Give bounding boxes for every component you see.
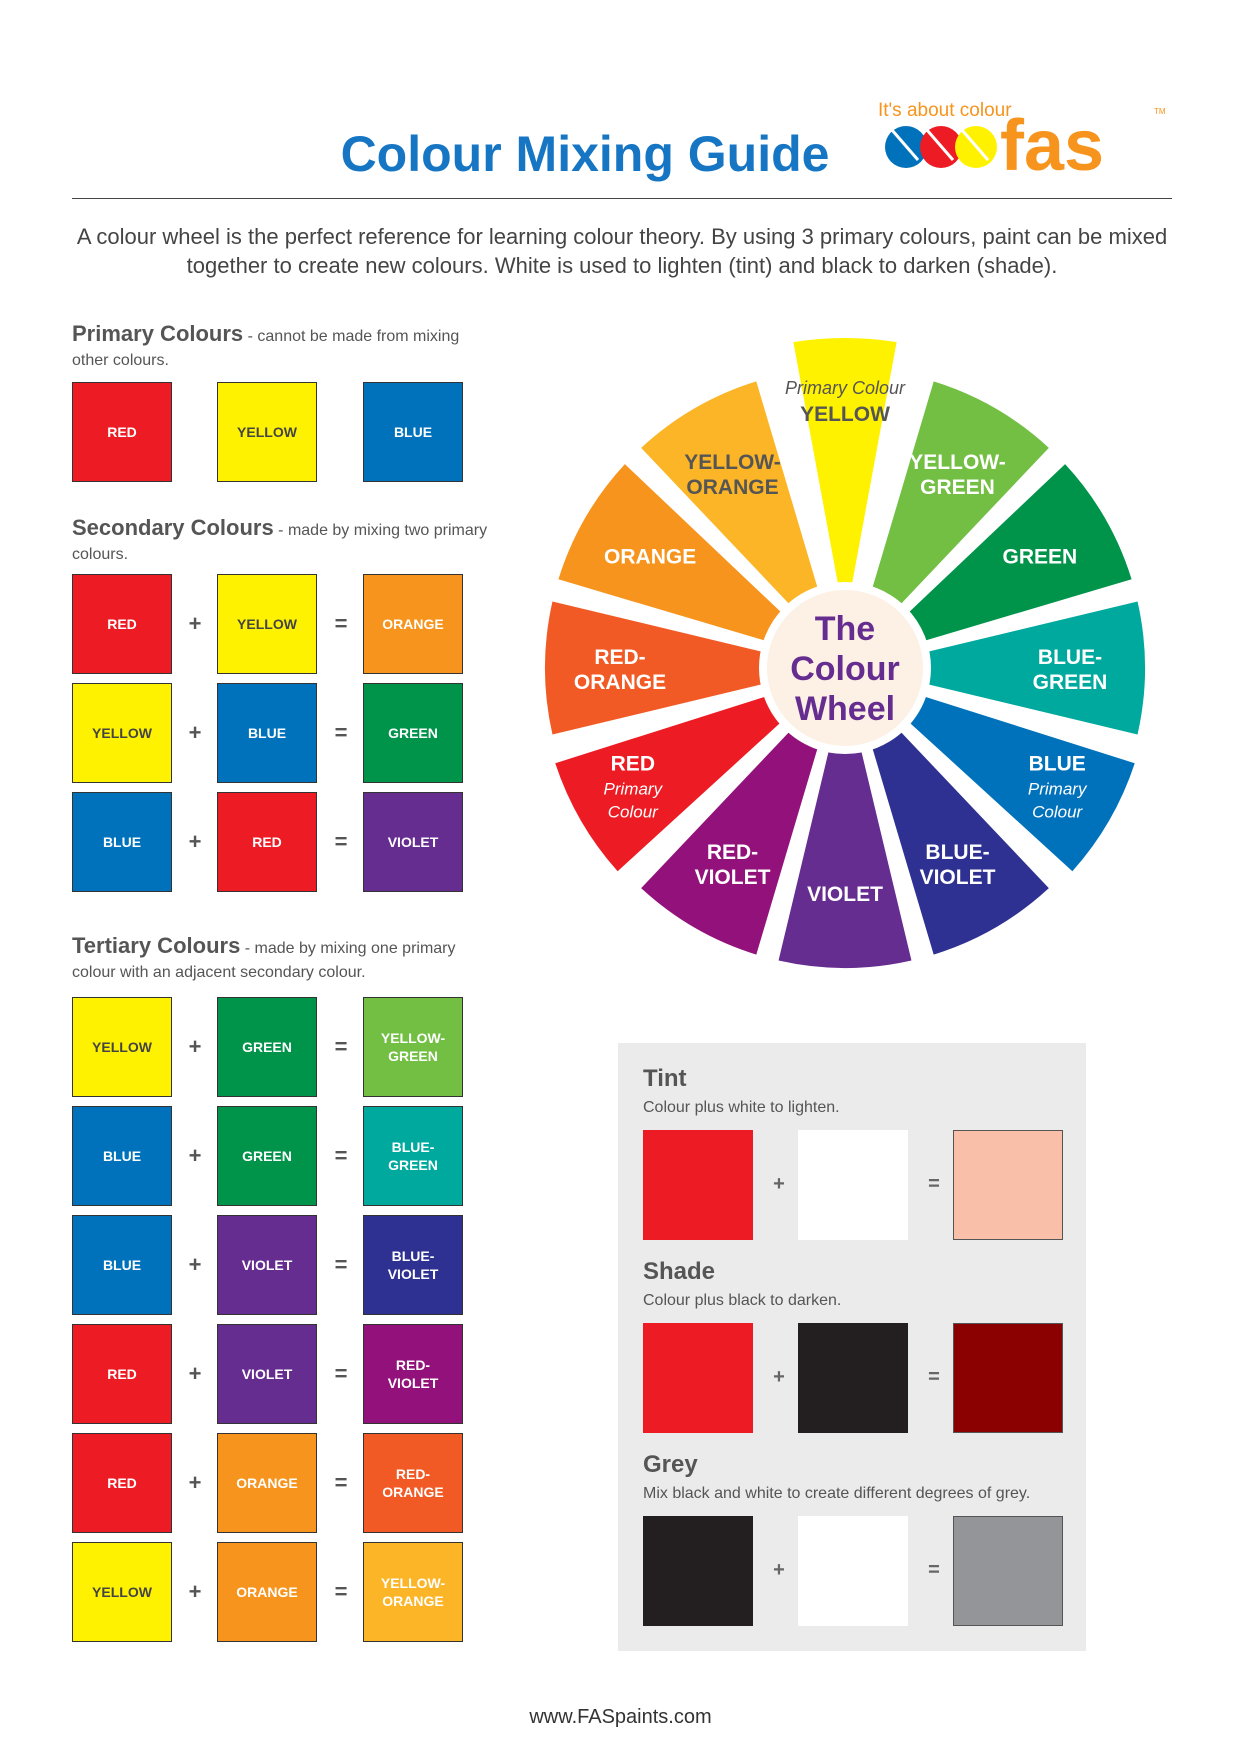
plus-sign: + — [188, 1470, 202, 1495]
swatch-red: RED — [72, 382, 172, 482]
secondary-row3-a: BLUE — [72, 792, 172, 892]
equals-sign: = — [928, 1173, 940, 1195]
wheel-label-red-line2: Primary — [603, 779, 663, 799]
tertiary-row6-result — [363, 1542, 463, 1642]
wheel-label-yellow-line1: Primary Colour — [784, 378, 906, 398]
secondary-section-header — [72, 516, 492, 567]
tertiary-row5-a: RED — [72, 1433, 172, 1533]
swatch-blue: BLUE — [363, 382, 463, 482]
shade-swatch-red — [643, 1323, 753, 1433]
wheel-center-line1: The — [814, 610, 876, 648]
fas-logo — [878, 92, 1178, 182]
shade-heading: Shade — [643, 1258, 716, 1285]
wheel-label-red-orange-line2: ORANGE — [573, 671, 667, 694]
logo-tm: TM — [1154, 107, 1166, 116]
tint-desc: Colour plus white to lighten. — [643, 1099, 840, 1116]
secondary-row2-a: YELLOW — [72, 683, 172, 783]
swatch-yellow: YELLOW — [217, 382, 317, 482]
equals-sign: = — [928, 1559, 940, 1581]
tertiary-row1-b: GREEN — [217, 997, 317, 1097]
wheel-label-blue-line1: BLUE — [1028, 752, 1086, 776]
result-line1: RED- — [395, 1357, 431, 1373]
result-line2: ORANGE — [382, 1593, 444, 1609]
equals-sign: = — [928, 1366, 940, 1388]
plus-sign: + — [188, 1143, 202, 1168]
tertiary-row1-a: YELLOW — [72, 997, 172, 1097]
wheel-label-red-orange-line1: RED- — [594, 646, 646, 669]
tertiary-row1-result — [363, 997, 463, 1097]
footer-url: www.FASpaints.com — [529, 1706, 712, 1728]
primary-section-header — [72, 322, 492, 373]
wheel-label-yellow-line2: YELLOW — [800, 403, 890, 426]
result-line1: RED- — [395, 1466, 431, 1482]
tertiary-row3-b: VIOLET — [217, 1215, 317, 1315]
wheel-label-yellow-orange-line2: ORANGE — [686, 476, 779, 500]
tertiary-row4-b: VIOLET — [217, 1324, 317, 1424]
plus-sign: + — [773, 1173, 785, 1195]
result-line2: VIOLET — [387, 1266, 439, 1282]
tertiary-row6-b: ORANGE — [217, 1542, 317, 1642]
result-line1: YELLOW- — [380, 1030, 446, 1046]
equals-sign: = — [334, 611, 348, 636]
result-line2: GREEN — [388, 1157, 438, 1173]
wheel-label-blue-green-line1: BLUE- — [1037, 646, 1103, 669]
plus-sign: + — [188, 1361, 202, 1386]
grey-swatch-black — [643, 1516, 753, 1626]
tertiary-row5-result — [363, 1433, 463, 1533]
grey-swatch-result — [953, 1516, 1063, 1626]
equals-sign: = — [334, 1143, 348, 1168]
wheel-label-red-line1: RED — [610, 752, 655, 776]
shade-swatch-result — [953, 1323, 1063, 1433]
secondary-row3-b: RED — [217, 792, 317, 892]
equals-sign: = — [334, 1470, 348, 1495]
equals-sign: = — [334, 720, 348, 745]
result-line1: BLUE- — [391, 1248, 435, 1264]
grey-desc: Mix black and white to create different degrees of grey. — [643, 1485, 1031, 1502]
plus-sign: + — [188, 611, 202, 636]
plus-sign: + — [188, 1252, 202, 1277]
wheel-label-red-violet-line1: RED- — [706, 840, 759, 864]
logo-tagline: It's about colour — [878, 100, 1012, 121]
wheel-label-yellow-green-line1: YELLOW- — [909, 451, 1006, 475]
wheel-center-line2: Colour — [790, 650, 900, 688]
tertiary-row3-result — [363, 1215, 463, 1315]
tertiary-row4-a: RED — [72, 1324, 172, 1424]
tint-swatch-red — [643, 1130, 753, 1240]
plus-sign: + — [188, 829, 202, 854]
wheel-center-line3: Wheel — [794, 690, 896, 728]
tertiary-row2-a: BLUE — [72, 1106, 172, 1206]
wheel-label-yellow-green-line2: GREEN — [920, 476, 995, 500]
tertiary-row5-b: ORANGE — [217, 1433, 317, 1533]
logo-text: fas — [1000, 106, 1105, 182]
equals-sign: = — [334, 1252, 348, 1277]
tertiary-section-header — [72, 934, 492, 985]
secondary-row1-result: ORANGE — [363, 574, 463, 674]
intro-text: A colour wheel is the perfect reference for learning colour theory. By using 3 primary colours, paint can be mixed together to create new colours. White is used to lighten (tint) and black to darken (shade). — [76, 224, 1168, 278]
result-line2: GREEN — [388, 1048, 438, 1064]
secondary-heading: Secondary Colours — [72, 515, 274, 540]
wheel-label-violet-line1: VIOLET — [807, 883, 883, 906]
tint-swatch-white — [798, 1130, 908, 1240]
tint-shade-grey-panel — [618, 1043, 1086, 1651]
tint-heading: Tint — [643, 1065, 687, 1092]
primary-heading: Primary Colours — [72, 321, 244, 346]
secondary-row1-b: YELLOW — [217, 574, 317, 674]
equals-sign: = — [334, 1579, 348, 1604]
wheel-label-blue-violet-line1: BLUE- — [925, 840, 990, 864]
plus-sign: + — [773, 1559, 785, 1581]
wheel-label-blue-line2: Primary — [1027, 779, 1087, 799]
grey-heading: Grey — [643, 1451, 698, 1478]
plus-sign: + — [188, 1579, 202, 1604]
tint-swatch-result — [953, 1130, 1063, 1240]
secondary-row2-b: BLUE — [217, 683, 317, 783]
plus-sign: + — [188, 1034, 202, 1059]
tertiary-row3-a: BLUE — [72, 1215, 172, 1315]
tertiary-row2-result — [363, 1106, 463, 1206]
wheel-label-yellow-orange-line1: YELLOW- — [684, 451, 781, 475]
result-line1: YELLOW- — [380, 1575, 446, 1591]
tertiary-row6-a: YELLOW — [72, 1542, 172, 1642]
page-title: Colour Mixing Guide — [340, 126, 830, 182]
plus-sign: + — [773, 1366, 785, 1388]
equals-sign: = — [334, 1034, 348, 1059]
secondary-row2-result: GREEN — [363, 683, 463, 783]
divider — [72, 198, 1172, 199]
shade-swatch-black — [798, 1323, 908, 1433]
wheel-label-blue-line3: Colour — [1032, 802, 1083, 822]
secondary-row1-a: RED — [72, 574, 172, 674]
colour-wheel — [510, 310, 1200, 980]
shade-desc: Colour plus black to darken. — [643, 1292, 842, 1309]
plus-sign: + — [188, 720, 202, 745]
tertiary-row2-b: GREEN — [217, 1106, 317, 1206]
wheel-label-red-violet-line2: VIOLET — [694, 865, 771, 889]
wheel-label-red-line3: Colour — [607, 802, 658, 822]
wheel-label-blue-violet-line2: VIOLET — [919, 865, 996, 889]
result-line2: ORANGE — [382, 1484, 444, 1500]
primary-desc: - cannot be made from mixing other colours. — [72, 328, 460, 369]
tertiary-row4-result — [363, 1324, 463, 1424]
tertiary-heading: Tertiary Colours — [72, 933, 241, 958]
wheel-label-green-line1: GREEN — [1002, 545, 1078, 569]
equals-sign: = — [334, 1361, 348, 1386]
result-line2: VIOLET — [387, 1375, 439, 1391]
result-line1: BLUE- — [391, 1139, 435, 1155]
tertiary-desc: - made by mixing one primary colour with an adjacent secondary colour. — [72, 940, 456, 981]
wheel-label-blue-green-line2: GREEN — [1032, 671, 1108, 694]
wheel-label-orange-line1: ORANGE — [604, 545, 697, 569]
secondary-row3-result: VIOLET — [363, 792, 463, 892]
equals-sign: = — [334, 829, 348, 854]
grey-swatch-white — [798, 1516, 908, 1626]
secondary-desc: - made by mixing two primary colours. — [72, 522, 488, 563]
